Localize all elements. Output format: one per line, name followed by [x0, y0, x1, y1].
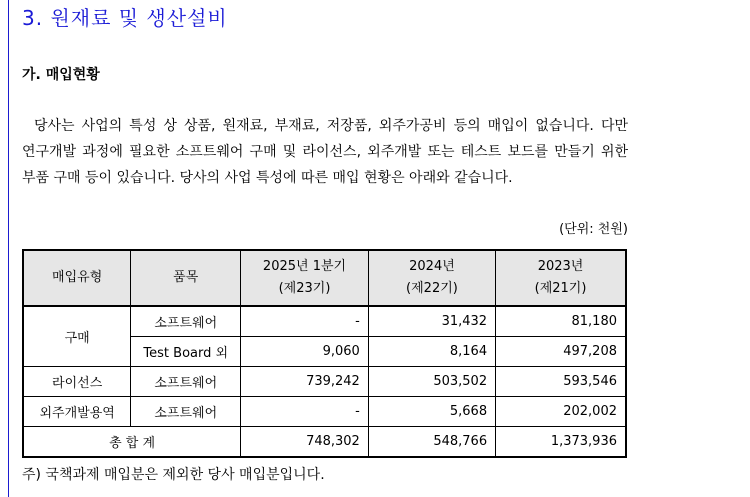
footnote: 주) 국책과제 매입분은 제외한 당사 매입분입니다. — [22, 467, 325, 483]
section-title: 3. 원재료 및 생산설비 — [22, 6, 228, 30]
purchase-table — [22, 249, 627, 458]
header-period-3 — [496, 250, 626, 306]
total-value-period-3: 1,373,936 — [496, 427, 626, 458]
row-value-period-2: 8,164 — [368, 337, 495, 367]
row-value-period-3: 497,208 — [496, 337, 626, 367]
row-value-period-2: 5,668 — [368, 397, 495, 427]
header-period-3-term: (제21기) — [534, 281, 587, 296]
total-value-period-2: 548,766 — [368, 427, 495, 458]
table-row — [23, 306, 626, 337]
row-item-cell: 소프트웨어 — [131, 397, 241, 427]
row-value-period-1: 9,060 — [241, 337, 369, 367]
row-value-period-1: - — [241, 397, 369, 427]
table-total-row — [23, 427, 626, 458]
table-row — [23, 397, 626, 427]
row-item-cell: 소프트웨어 — [131, 367, 241, 397]
left-margin-rule — [8, 0, 9, 497]
sub-title: 가. 매입현황 — [22, 67, 100, 83]
total-label: 총 합 계 — [23, 427, 241, 458]
header-item: 품목 — [131, 250, 241, 306]
row-value-period-1: - — [241, 306, 369, 337]
table-row — [23, 367, 626, 397]
description-paragraph — [22, 113, 628, 191]
total-value-period-1: 748,302 — [241, 427, 369, 458]
header-type: 매입유형 — [23, 250, 131, 306]
header-period-2-term: (제22기) — [406, 281, 458, 296]
row-type-cell: 외주개발용역 — [23, 397, 131, 427]
header-period-1 — [241, 250, 369, 306]
row-item-cell: 소프트웨어 — [131, 306, 241, 337]
header-period-3-year: 2023년 — [537, 259, 584, 274]
row-type-cell: 라이선스 — [23, 367, 131, 397]
row-item-cell: Test Board 외 — [131, 337, 241, 367]
row-value-period-3: 593,546 — [496, 367, 626, 397]
header-period-1-term: (제23기) — [278, 281, 331, 296]
row-value-period-2: 31,432 — [368, 306, 495, 337]
header-period-2-year: 2024년 — [409, 259, 455, 274]
header-period-2 — [368, 250, 495, 306]
table-header-row — [23, 250, 626, 306]
row-value-period-3: 81,180 — [496, 306, 626, 337]
paragraph-text: 당사는 사업의 특성 상 상품, 원재료, 부재료, 저장품, 외주가공비 등의 매입이 없습니다. 다만 연구개발 과정에 필요한 소프트웨어 구매 및 라이선스, 외주개발 또는 테스트 보드를 만들기 위한 부품 구매 등이 있습니다. 당사의 사업 특성에 따른 매입 현황은 아래와 같습니다. — [22, 118, 628, 186]
row-value-period-1: 739,242 — [241, 367, 369, 397]
header-period-1-year: 2025년 1분기 — [262, 259, 347, 274]
row-value-period-3: 202,002 — [496, 397, 626, 427]
row-value-period-2: 503,502 — [368, 367, 495, 397]
unit-label: (단위: 천원) — [559, 222, 628, 237]
row-type-cell: 구매 — [23, 306, 131, 367]
